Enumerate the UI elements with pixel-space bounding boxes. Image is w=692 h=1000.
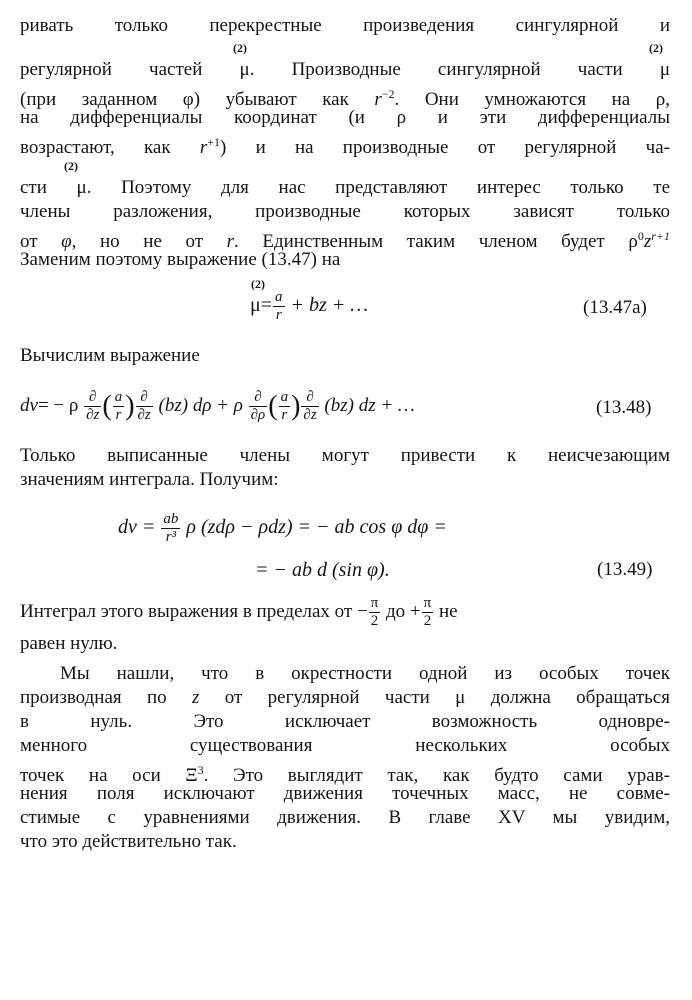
equation-number: (13.49) — [597, 559, 653, 580]
text-line: члены разложения, производные которых зависят только — [20, 201, 670, 222]
equation-13-49: dν = $\frac{ab}{\text{r³}}$ ρ (zdρ − ρdz) = − ab cos φ dφ = — [118, 511, 447, 545]
text-line: возрастают, как $r^{+1}$) и на производные от регулярной ча- — [20, 135, 670, 158]
equation-number: (13.48) — [596, 397, 652, 418]
text-line: менного существования нескольких особых — [20, 735, 670, 756]
mu-symbol: μ — [76, 177, 87, 198]
text-line: что это действительно так. — [20, 831, 237, 852]
text-line: Только выписанные члены могут привести к неисчезающим — [20, 445, 670, 466]
text-line: Заменим поэтому выражение (13.47) на — [20, 249, 341, 270]
overset-mark: (2) — [233, 41, 247, 55]
overset-mark: (2) — [649, 41, 663, 55]
mu-symbol: μ — [239, 59, 250, 80]
text-line: нения поля исключают движения точечных масс, не совме- — [20, 783, 670, 804]
mu-symbol: μ — [659, 59, 671, 80]
text-line: на дифференциалы координат (и ρ и эти дифференциалы — [20, 107, 670, 128]
equation-13-49-line2: = − ab d (sin φ). — [255, 559, 390, 581]
text-line: точек на оси $\Xi^3$. Это выглядит так, как будто сами урав- — [20, 763, 670, 786]
text-line: значениям интеграла. Получим: — [20, 469, 279, 490]
text-line: сти μ. Поэтому для нас представляют интерес только те — [20, 177, 671, 198]
equation-number: (13.47a) — [583, 297, 647, 318]
text-line: в нуль. Это исключает возможность одновре- — [20, 711, 670, 732]
text-line: Вычислим выражение — [20, 345, 200, 366]
text-line: (при заданном φ) убывают как $r^{-2}$. Они умножаются на ρ, — [20, 87, 670, 110]
mu-symbol: μ — [455, 687, 466, 708]
text-line: от φ, но не от r. Единственным таким членом будет $\rho^0z^{r+1}$ — [20, 229, 670, 252]
text-line: стимые с уравнениями движения. В главе XV мы увидим, — [20, 807, 670, 828]
text-line: ривать только перекрестные произведения сингулярной и — [20, 15, 670, 36]
equation-13-48: dν= − ρ $\frac{\partial}{\partial z}$ ( $\frac{a}{r}$ ) $\frac{\partial}{\partial z}$ (bz) dρ + ρ $\frac{\partial}{\partial\rho}$ ( $\frac{a}{r}$ ) $\frac{\partial}{\partial z}$ (bz) dz + … — [20, 389, 415, 423]
overset-mark: (2) — [251, 277, 265, 291]
overset-mark: (2) — [64, 159, 78, 173]
text-line: производная по z от регулярной части μ должна обращаться — [20, 687, 670, 708]
equation-13-47a: μ= $\frac{a}{r}$ + bz + … — [250, 289, 369, 323]
text-line: регулярной частей μ. Производные сингулярной части μ — [20, 59, 671, 80]
text-line: равен нулю. — [20, 633, 118, 654]
text-line: Мы нашли, что в окрестности одной из особых точек — [60, 663, 670, 684]
text-line: Интеграл этого выражения в пределах от − $\frac{\pi}{2}$ до + $\frac{\pi}{2}$ не — [20, 595, 458, 629]
